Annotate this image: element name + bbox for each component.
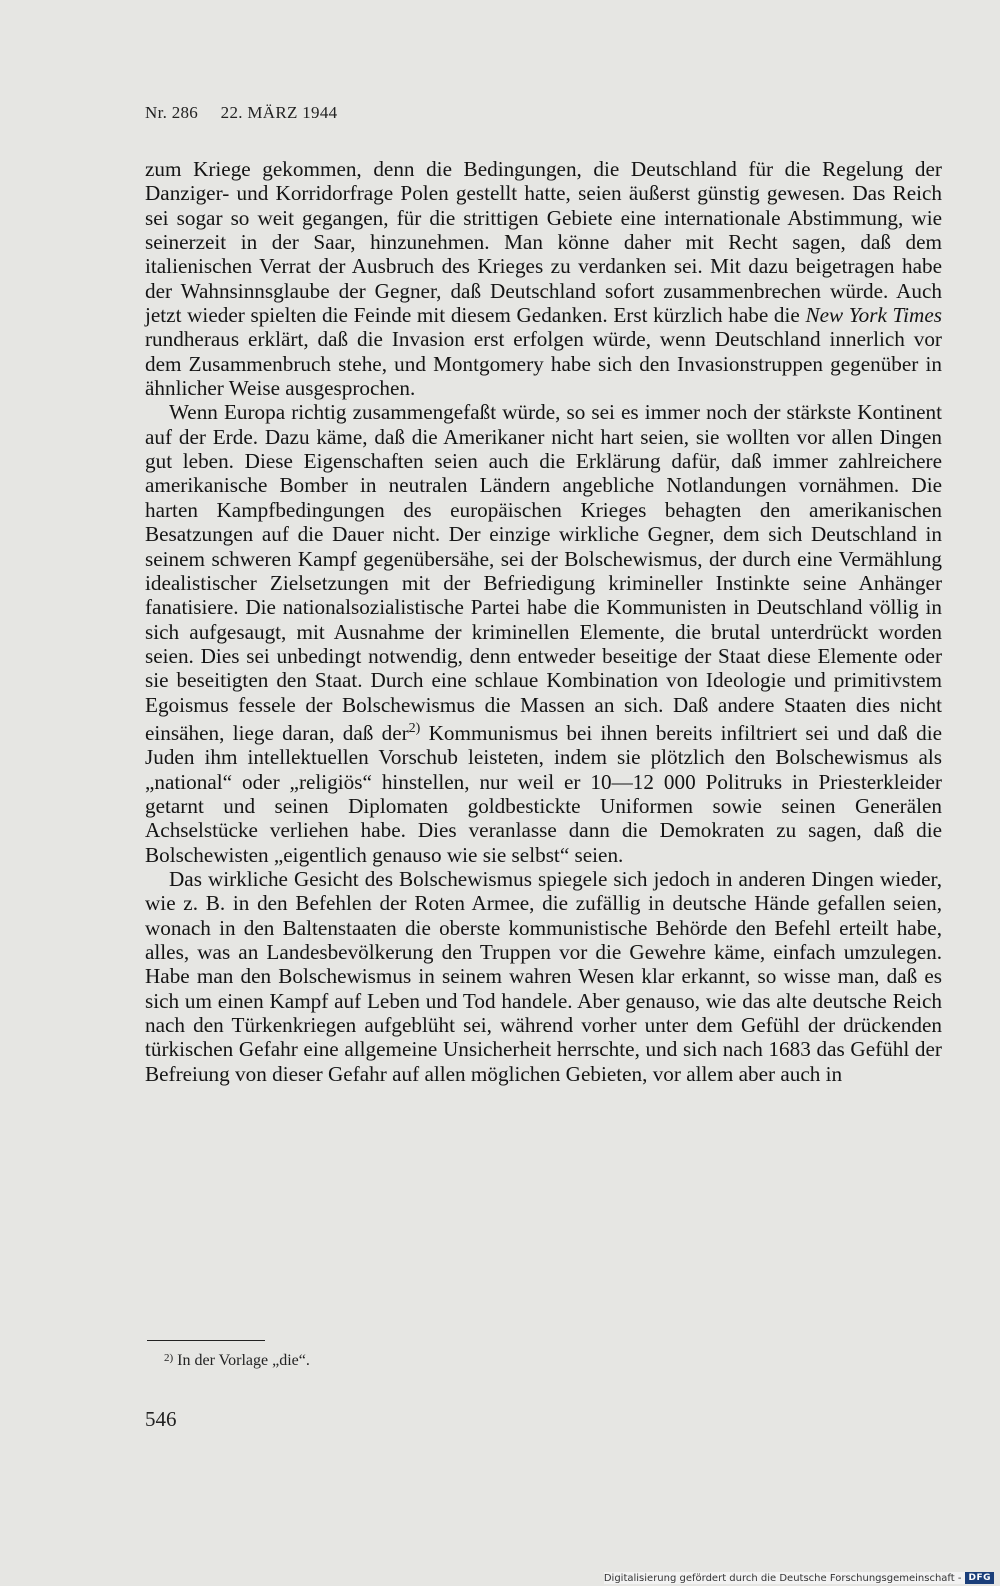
paragraph-3-text: Das wirkliche Gesicht des Bolschewismus spiegele sich jedoch in anderen Dingen wieder, wie z. B. in den Befehlen der Roten Armee, die zufällig in deutsche Hände gefallen seien, wonach in den Baltenstaaten die oberste kommunistische Behörde den Befehl erteilt habe, alles, was an Landesbevölkerung den Truppen vor die Gewehre käme, einfach umzulegen. Habe man den Bolschewismus in seinem wahren Wesen klar erkannt, so wisse man, daß es sich um einen Kampf auf Leben und Tod handele. Aber genauso, wie das alte deutsche Reich nach den Türkenkriegen aufgeblüht sei, während vorher unter dem Gefühl der drückenden türkischen Gefahr eine allgemeine Unsicherheit herrschte, und sich nach 1683 das Gefühl der Befreiung von dieser Gefahr auf allen möglichen Gebieten, vor allem aber auch in	[145, 867, 942, 1086]
paragraph-2-text: Wenn Europa richtig zusammengefaßt würde, so sei es immer noch der stärkste Kontinent auf der Erde. Dazu käme, daß die Amerikaner nicht hart seien, sie wollten vor allen Dingen gut leben. Diese Eigenschaften seien auch die Erklärung dafür, daß immer zahlreichere amerikanische Bomber in neutralen Ländern angebliche Notlandungen vornähmen. Die harten Kampfbedingungen des europäischen Krieges behagten den amerikanischen Besatzungen auf die Dauer nicht. Der einzige wirkliche Gegner, dem sich Deutschland in seinem schweren Kampf gegenübersähe, sei der Bolschewismus, der durch eine Vermählung idealistischer Zielsetzungen mit der Befriedigung krimineller Instinkte seine Anhänger fanatisiere. Die nationalsozialistische Partei habe die Kommunisten in Deutschland völlig in sich aufgesaugt, mit Ausnahme der kriminellen Elemente, die brutal unterdrückt worden seien. Dies sei unbedingt notwendig, denn entweder beseitige der Staat diese Elemente oder sie beseitigten den Staat. Durch eine schlaue Kombination von Ideologie und primitivstem Egoismus fessele der Bolschewismus die Massen an sich. Daß andere Staaten dies nicht einsähen, liege daran, daß der	[145, 400, 942, 745]
paragraph-3	[145, 867, 942, 1086]
footnote-text: In der Vorlage „die“.	[177, 1352, 310, 1369]
footnote-reference: 2)	[408, 720, 421, 736]
sponsor-bar	[604, 1572, 994, 1584]
paragraph-1-rest: rundheraus erklärt, daß die Invasion erst erfolgen würde, wenn Deutschland innerlich vor dem Zusammenbruch stehe, und Montgomery habe sich den Invasionstruppen gegenüber in ähnlicher Weise ausgesprochen.	[145, 327, 942, 401]
paragraph-2	[145, 400, 942, 867]
page-header	[145, 103, 355, 123]
body-text	[145, 157, 942, 1086]
page-number: 546	[145, 1407, 177, 1431]
document-date: 22. MÄRZ 1944	[220, 103, 338, 122]
dfg-logo-icon: DFG	[965, 1572, 994, 1584]
footnote-mark: 2)	[164, 1352, 174, 1364]
paragraph-1	[145, 157, 942, 400]
paragraph-2-rest: Kommunismus bei ihnen bereits infiltriert sei und daß die Juden ihm intellektuellen Vorschub leisteten, indem sie plötzlich den Bolschewismus als „national“ oder „religiös“ hinstellen, nur weil er 10—12 000 Politruks in Priesterkleider getarnt und seinen Diplomaten goldbestickte Uniformen sowie seinen Generälen Achselstücke verliehen habe. Dies veranlasse dann die Demokraten zu sagen, daß die Bolschewisten „eigentlich genauso wie sie selbst“ seien.	[145, 720, 942, 867]
paragraph-1-text: zum Kriege gekommen, denn die Bedingungen, die Deutschland für die Regelung der Danziger- und Korridorfrage Polen gestellt hatte, seien äußerst günstig gewesen. Das Reich sei sogar so weit gegangen, für die strittigen Gebiete eine internationale Abstimmung, wie seinerzeit in der Saar, hinzunehmen. Man könne daher mit Recht sagen, daß dem italienischen Verrat der Ausbruch des Krieges zu verdanken sei. Mit dazu beigetragen habe der Wahnsinnsglaube der Gegner, daß Deutschland sofort zusammenbrechen würde. Auch jetzt wieder spielten die Feinde mit diesem Gedanken. Erst kürzlich habe die	[145, 157, 942, 328]
document-number: Nr. 286	[145, 103, 199, 122]
footnote-divider	[147, 1340, 265, 1341]
sponsor-text: Digitalisierung gefördert durch die Deutsche Forschungsgemeinschaft -	[603, 1572, 962, 1584]
newspaper-title: New York Times	[805, 303, 943, 328]
footnote	[164, 1352, 310, 1370]
